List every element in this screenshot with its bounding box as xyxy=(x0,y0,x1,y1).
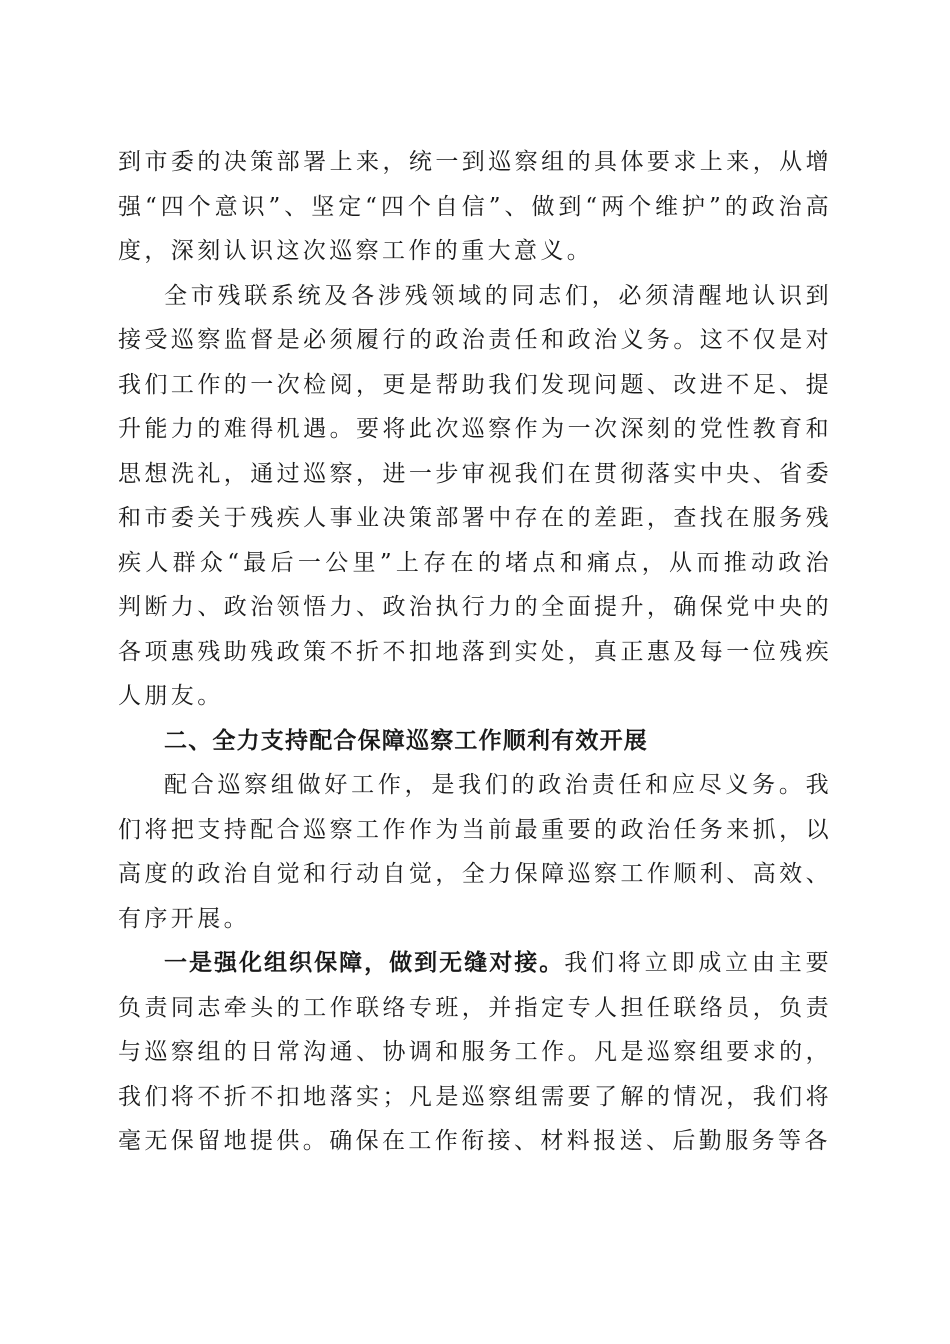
section-heading: 二、全力支持配合保障巡察工作顺利有效开展 xyxy=(164,727,648,754)
paragraph-supervision-responsibility: 全市残联系统及各涉残领域的同志们，必须清醒地认识到接受巡察监督是必须履行的政治责任和政治义务。这不仅是对我们工作的一次检阅，更是帮助我们发现问题、改进不足、提升能力的难得机遇。要将此次巡察作为一次深刻的党性教育和思想洗礼，通过巡察，进一步审视我们在贯彻落实中央、省委和市委关于残疾人事业决策部署中存在的差距，查找在服务残疾人群众“最后一公里”上存在的堵点和痛点，从而推动政治判断力、政治领悟力、政治执行力的全面提升，确保党中央的各项惠残助残政策不折不扣地落到实处，真正惠及每一位残疾人朋友。 xyxy=(118,282,832,709)
paragraph-cooperation: 配合巡察组做好工作，是我们的政治责任和应尽义务。我们将把支持配合巡察工作作为当前最重要的政治任务来抓，以高度的政治自觉和行动自觉，全力保障巡察工作顺利、高效、有序开展。 xyxy=(118,772,832,932)
paragraph-body-text: 我们将立即成立由主要负责同志牵头的工作联络专班，并指定专人担任联络员，负责与巡察组的日常沟通、协调和服务工作。凡是巡察组要求的，我们将不折不扣地落实；凡是巡察组需要了解的情况，我们将毫无保留地提供。确保在工作衔接、材料报送、后勤服务等各 xyxy=(118,950,832,1154)
paragraph-organizational-guarantee xyxy=(118,941,832,1164)
paragraph-continuation: 到市委的决策部署上来，统一到巡察组的具体要求上来，从增强“四个意识”、坚定“四个自信”、做到“两个维护”的政治高度，深刻认识这次巡察工作的重大意义。 xyxy=(118,149,832,264)
paragraph-lead-sentence: 一是强化组织保障，做到无缝对接。 xyxy=(164,950,565,976)
document-page xyxy=(118,140,832,1164)
